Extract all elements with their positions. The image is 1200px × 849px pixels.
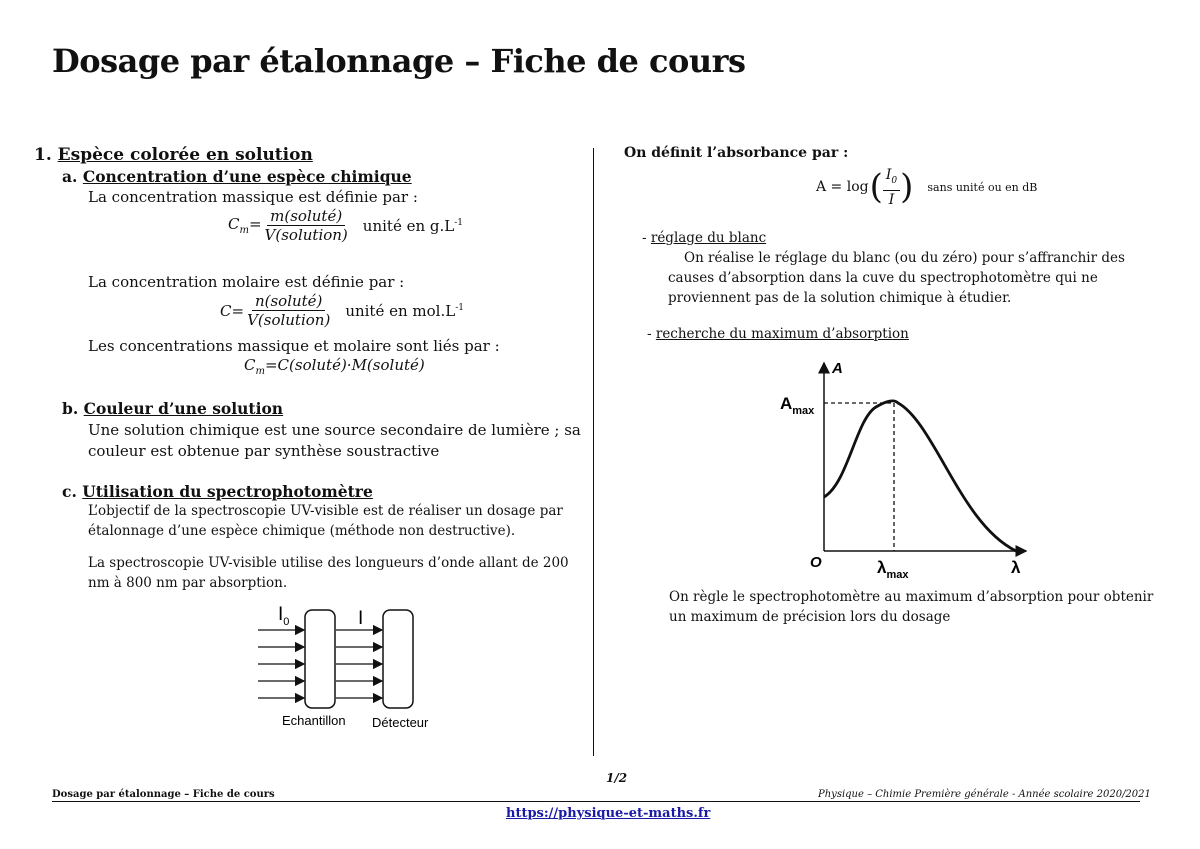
spectro-objective-text: L’objectif de la spectroscopie UV-visible est de réaliser un dosage par étalonnage d’une espèce chimique (méthode non destructive). xyxy=(88,503,563,539)
fraction xyxy=(883,166,900,209)
transmitted-light-arrows xyxy=(336,630,382,698)
blanc-heading: - réglage du blanc xyxy=(642,230,767,246)
amax-label: $A_{max}$ xyxy=(780,394,815,417)
footer-course-info: Physique – Chimie Première générale - Année scolaire 2020/2021 xyxy=(818,789,1151,800)
unit-exponent: -1 xyxy=(455,302,464,313)
unit-label: unité en g.L xyxy=(362,216,455,235)
subsection-title: Couleur d’une solution xyxy=(83,399,284,418)
sample-cell xyxy=(305,610,335,708)
blanc-title: réglage du blanc xyxy=(650,230,767,246)
massique-intro: La concentration massique est définie par : xyxy=(88,188,418,206)
page-number: 1/2 xyxy=(606,771,628,785)
page-title: Dosage par étalonnage – Fiche de cours xyxy=(52,42,746,80)
fraction-numerator: I xyxy=(885,167,892,183)
eq-lhs: C xyxy=(220,301,232,320)
molaire-intro: La concentration molaire est définie par : xyxy=(88,273,405,291)
footer-title: Dosage par étalonnage – Fiche de cours xyxy=(52,789,275,800)
conclusion-text: On règle le spectrophotomètre au maximum d’absorption pour obtenir un maximum de précision lors du dosage xyxy=(669,589,1154,625)
subsection-a-heading xyxy=(62,167,412,186)
spectro-range-text: La spectroscopie UV-visible utilise des longueurs d’onde allant de 200 nm à 800 nm par absorption. xyxy=(88,555,569,591)
eq-lhs-sub: m xyxy=(255,366,265,377)
subsection-title: Concentration d’une espèce chimique xyxy=(82,167,412,186)
origin-label: O xyxy=(810,554,822,571)
eq-rhs: =C(soluté)·M(soluté) xyxy=(264,356,425,374)
section-1-heading xyxy=(34,145,313,165)
equation-cm: $C_m=$ $\frac{\text{m(soluté)}}{\text{V(solution)}}$ unité en $g.L^{-1}$ xyxy=(228,207,464,244)
couleur-text: Une solution chimique est une source secondaire de lumière ; sa couleur est obtenue par synthèse soustractive xyxy=(88,421,581,460)
unit-exponent: -1 xyxy=(454,217,464,228)
website-link[interactable]: https://physique-et-maths.fr xyxy=(506,806,711,821)
absorbance-unit: sans unité ou en dB xyxy=(927,180,1038,194)
fraction-numerator: m(soluté) xyxy=(267,207,345,226)
absorption-curve xyxy=(824,401,1016,551)
blanc-text-content: On réalise le réglage du blanc (ou du zéro) pour s’affranchir des causes d’absorption dans la cuve du spectrophotomètre qui ne proviennent pas de la solution chimique à étudier. xyxy=(668,250,1125,306)
eq-lhs: A = log xyxy=(816,179,869,196)
maximum-heading: - recherche du maximum d’absorption xyxy=(647,326,909,342)
section-number: 1. xyxy=(34,145,52,165)
equation-c: C= $\frac{\text{n(soluté)}}{\text{V(solution)}}$ unité en $mol.L^{-1}$ xyxy=(220,292,464,329)
detector-box xyxy=(383,610,413,708)
section-title: Espèce colorée en solution xyxy=(57,145,313,165)
subsection-label: c. xyxy=(62,482,77,501)
blanc-text xyxy=(668,248,1173,308)
unit-label: unité en mol.L xyxy=(345,301,456,320)
incident-light-arrows xyxy=(258,630,304,698)
absorbance-equation: A = log ( $\frac{I_0}{I}$ ) sans unité ou en dB xyxy=(816,167,1038,208)
footer-rule xyxy=(52,801,1140,802)
subsection-b-heading xyxy=(62,399,283,418)
absorbance-intro: On définit l’absorbance par : xyxy=(624,145,849,161)
spectrophotometer-diagram xyxy=(252,600,442,735)
subsection-label: a. xyxy=(62,167,78,186)
equation-cm-relation xyxy=(244,356,425,377)
eq-lhs-sub: m xyxy=(239,225,249,236)
fraction-numerator: n(soluté) xyxy=(252,292,325,311)
maximum-title: recherche du maximum d’absorption xyxy=(655,326,909,342)
x-axis-label: λ xyxy=(1011,558,1021,577)
eq-lhs: C xyxy=(244,356,256,374)
fraction xyxy=(244,292,333,329)
subsection-c-heading xyxy=(62,482,373,501)
y-axis-label: A xyxy=(832,360,843,377)
sample-label: Echantillon xyxy=(282,713,346,728)
absorption-spectrum-graph xyxy=(776,355,1036,580)
detector-label: Détecteur xyxy=(372,715,429,730)
column-divider xyxy=(593,148,594,756)
fraction-denominator: I xyxy=(888,191,895,208)
lmax-label: $\lambda_{max}$ xyxy=(877,558,909,580)
subsection-title: Utilisation du spectrophotomètre xyxy=(82,482,373,501)
fraction-denominator: V(solution) xyxy=(264,226,348,244)
fraction-denominator: V(solution) xyxy=(247,311,331,329)
subsection-label: b. xyxy=(62,399,79,418)
i0-label: $I_0$ xyxy=(278,604,290,628)
eq-lhs: C xyxy=(228,215,240,233)
fraction xyxy=(262,207,351,244)
i-label: I xyxy=(358,608,364,629)
fraction-numerator-sub: 0 xyxy=(891,175,898,186)
lies-text: Les concentrations massique et molaire sont liés par : xyxy=(88,337,500,355)
